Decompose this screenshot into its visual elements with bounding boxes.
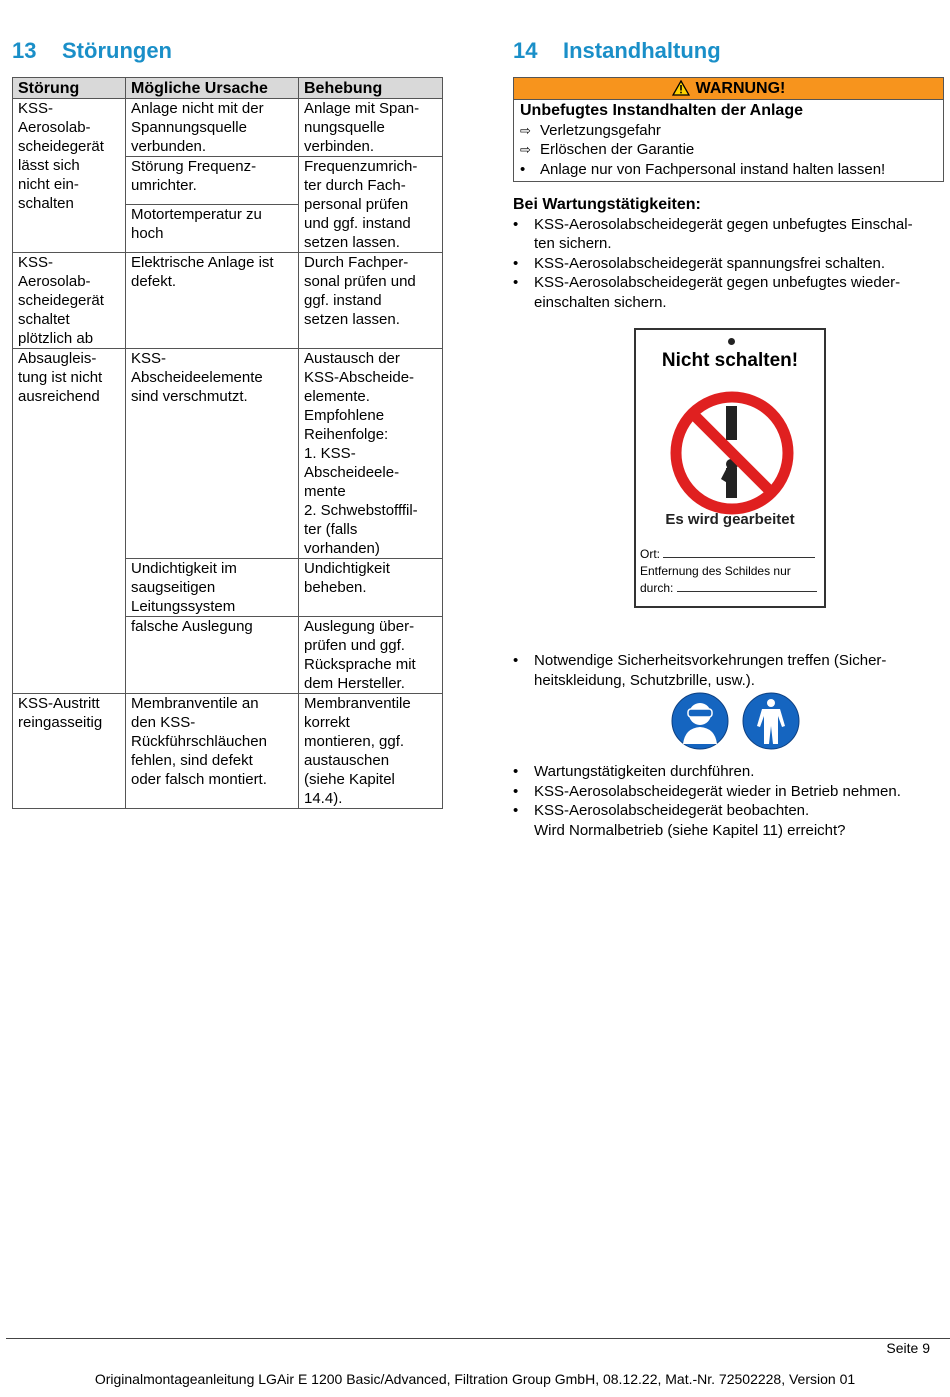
footer-divider [6,1338,950,1339]
section-13-heading [12,38,172,64]
cause-cell: Undichtigkeit im saugseitigen Leitungssystem [126,559,299,617]
page-number: Seite 9 [886,1340,930,1356]
bullet-icon: • [520,160,526,178]
consequence-text: Verletzungsgefahr [540,121,661,139]
removal-label-1: Entfernung des Schildes nur [640,564,791,578]
cause-cell: Membranventile an den KSS- Rückführschläuchen fehlen, sind defekt oder falsch montiert. [126,694,299,809]
cause-cell: Störung Frequenz- umrichter. [126,157,299,205]
fault-cell: KSS- Aerosolab- scheidegerät lässt sich nicht ein- schalten [13,99,126,253]
arrow-right-icon: ⇨ [520,122,531,138]
maintenance-block [513,195,943,312]
remedy-cell: Austausch der KSS-Abscheide- elemente. Empfohlene Reihenfolge: 1. KSS- Abscheideele- mente 2. Schwebstofffil- ter (falls vorhanden) [299,349,443,559]
list-item: • Wartungstätigkeiten durchführen. [513,762,943,782]
header-cause: Mögliche Ursache [126,78,299,99]
consequence-text: Erlöschen der Garantie [540,141,695,158]
fault-cell: KSS- Aerosolab- scheidegerät schaltet plötzlich ab [13,253,126,349]
cause-cell: Motortemperatur zu hoch [126,205,299,253]
section-title: Instandhaltung [563,38,721,63]
remedy-cell: Durch Fachper- sonal prüfen und ggf. instand setzen lassen. [299,253,443,349]
protective-suit-mandatory-icon [740,692,802,750]
list-item: • Notwendige Sicherheitsvorkehrungen treffen (Sicher- heitskleidung, Schutzbrille, usw.). [513,651,943,690]
hanging-hole-icon [728,338,735,345]
table-row [13,694,443,809]
header-remedy: Behebung [299,78,443,99]
section-title: Störungen [62,38,172,63]
goggles-mandatory-icon [669,692,731,750]
warning-triangle-icon [672,80,690,96]
remedy-cell: Undichtigkeit beheben. [299,559,443,617]
remedy-cell: Membranventile korrekt montieren, ggf. austauschen (siehe Kapitel 14.4). [299,694,443,809]
measure-text: Anlage nur von Fachpersonal instand halten lassen! [540,160,886,178]
measure-item [520,160,937,180]
header-fault: Störung [13,78,126,99]
footer-text: Originalmontageanleitung LGAir E 1200 Basic/Advanced, Filtration Group GmbH, 08.12.22, Mat.-Nr. 72502228, Version 01 [94,1371,856,1387]
maintenance-list [513,215,943,313]
consequence-item [520,121,937,141]
consequence-item [520,140,937,160]
remedy-cell: Anlage mit Span- nungsquelle verbinden. [299,99,443,157]
prohibition-switch-icon [669,390,795,516]
removal-line [677,580,817,592]
cause-cell: KSS- Abscheideelemente sind verschmutzt. [126,349,299,559]
location-label: Ort: [640,547,660,561]
location-line [663,546,815,558]
final-steps-block [513,762,943,840]
warning-header [514,78,943,100]
do-not-switch-sign [634,328,826,608]
cause-cell: Anlage nicht mit der Spannungsquelle verbunden. [126,99,299,157]
section-number: 14 [513,38,538,63]
list-item: • KSS-Aerosolabscheidegerät spannungsfrei schalten. [513,254,943,274]
warning-label: WARNUNG! [695,80,786,97]
fault-table [12,77,443,809]
removal-label-2: durch: [640,581,674,595]
list-item: • KSS-Aerosolabscheidegerät gegen unbefugtes Einschal- ten sichern. [513,215,943,254]
safety-block [513,651,943,690]
warning-box [513,77,944,182]
list-item: • KSS-Aerosolabscheidegerät gegen unbefugtes wieder- einschalten sichern. [513,273,943,312]
list-item: • KSS-Aerosolabscheidegerät wieder in Betrieb nehmen. [513,782,943,802]
fault-cell: KSS-Austritt reingasseitig [13,694,126,809]
remedy-cell: Frequenzumrich- ter durch Fach- personal prüfen und ggf. instand setzen lassen. [299,157,443,253]
table-row [13,99,443,157]
section-14-heading [513,38,721,64]
list-item: • KSS-Aerosolabscheidegerät beobachten. Wird Normalbetrieb (siehe Kapitel 11) erreicht? [513,801,943,840]
sign-form [640,546,817,597]
table-row [13,253,443,349]
cause-cell: Elektrische Anlage ist defekt. [126,253,299,349]
table-row [13,349,443,559]
sign-subtitle: Es wird gearbeitet [665,511,795,528]
warning-title: Unbefugtes Instandhalten der Anlage [520,102,803,119]
fault-cell: Absaugleis- tung ist nicht ausreichend [13,349,126,694]
arrow-right-icon: ⇨ [520,142,531,157]
table-header-row [13,78,443,99]
remedy-cell: Auslegung über- prüfen und ggf. Rücksprache mit dem Hersteller. [299,617,443,694]
maintenance-heading: Bei Wartungstätigkeiten: [513,196,701,213]
section-number: 13 [12,38,37,63]
sign-title: Nicht schalten! [661,350,799,371]
cause-cell: falsche Auslegung [126,617,299,694]
